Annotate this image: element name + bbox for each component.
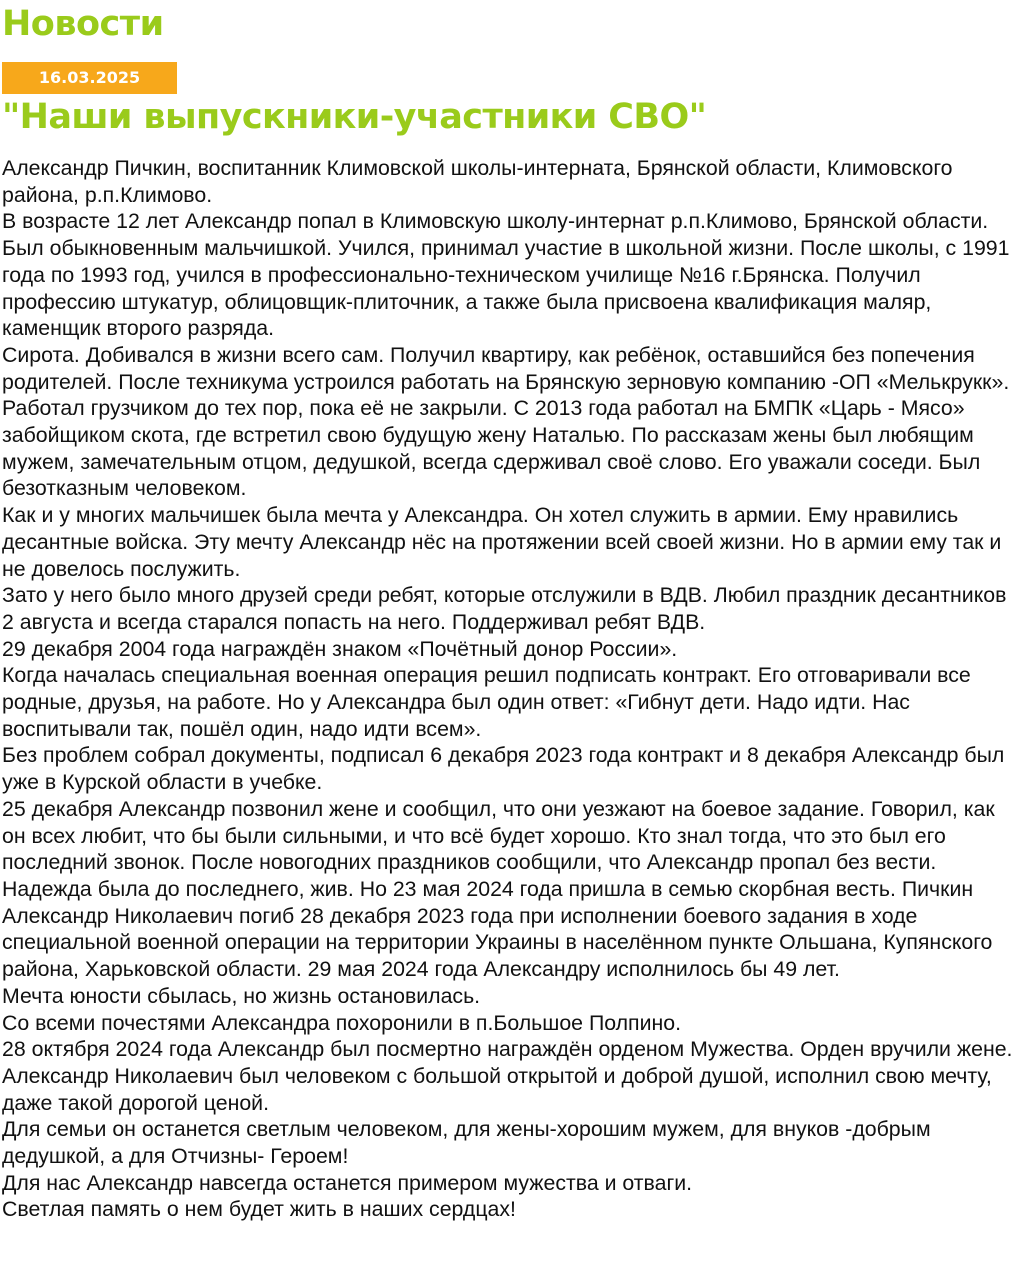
- article-paragraph: Для семьи он останется светлым человеком, для жены-хорошим мужем, для внуков -добрым дедушкой, а для Отчизны- Героем!: [2, 1117, 931, 1169]
- article-paragraph: Александр Николаевич был человеком с большой открытой и доброй душой, исполнил свою мечту, даже такой дорогой ценой.: [2, 1063, 992, 1115]
- article-paragraph: Был обыкновенным мальчишкой. Учился, принимал участие в школьной жизни. После школы, с 1991 года по 1993 год, учился в профессионально-техническом училище №16 г.Брянска. Получил профессию штукатур, облицовщик-плиточник, а также была присвоена квалификация маляр, каменщик второго разряда.: [2, 236, 1010, 341]
- article-paragraph: Когда началась специальная военная операция решил подписать контракт. Его отговаривали все родные, друзья, на работе. Но у Александра был один ответ: «Гибнут дети. Надо идти. Нас воспитывали так, пошёл один, надо идти всем».: [2, 663, 971, 741]
- article-paragraph: Со всеми почестями Александра похоронили в п.Большое Полпино.: [2, 1010, 682, 1035]
- article-paragraph: Для нас Александр навсегда останется примером мужества и отваги.: [2, 1170, 693, 1195]
- page-title: Новости: [2, 4, 164, 44]
- article-paragraph: Зато у него было много друзей среди ребят, которые отслужили в ВДВ. Любил праздник десантников 2 августа и всегда старался попасть на него. Поддерживал ребят ВДВ.: [2, 583, 1007, 634]
- article-paragraph: Сирота. Добивался в жизни всего сам. Получил квартиру, как ребёнок, оставшийся без попечения родителей. После техникума устроился работать на Брянскую зерновую компанию -ОП «Мелькрукк». Работал грузчиком до тех пор, пока её не закрыли. С 2013 года работал на БМПК «Царь - Мясо» забойщиком скота, где встретил свою будущую жену Наталью. По рассказам жены был любящим мужем, замечательным отцом, дедушкой, всегда сдерживал своё слово. Его уважали соседи. Был безотказным человеком.: [2, 342, 1010, 501]
- article-paragraph: 25 декабря Александр позвонил жене и сообщил, что они уезжают на боевое задание. Говорил, как он всех любит, что бы были сильными, и что всё будет хорошо. Кто знал тогда, что это был его последний звонок. После новогодних праздников сообщили, что Александр пропал без вести.: [2, 796, 995, 875]
- article-paragraph: Как и у многих мальчишек была мечта у Александра. Он хотел служить в армии. Ему нравились десантные войска. Эту мечту Александр нёс на протяжении всей своей жизни. Но в армии ему так и не довелось послужить.: [2, 503, 1002, 581]
- article-paragraph: Надежда была до последнего, жив. Но 23 мая 2024 года пришла в семью скорбная весть. Пичкин Александр Николаевич погиб 28 декабря 2023 года при исполнении боевого задания в ходе специальной военной операции на территории Украины в населённом пункте Ольшана, Купянского района, Харьковской области. 29 мая 2024 года Александру исполнилось бы 49 лет.: [2, 876, 993, 982]
- article-date-badge: 16.03.2025: [2, 62, 177, 94]
- article-paragraph: В возрасте 12 лет Александр попал в Климовскую школу-интернат р.п.Климово, Брянской области.: [2, 209, 989, 234]
- article-paragraph: Светлая память о нем будет жить в наших сердцах!: [2, 1197, 516, 1222]
- article-paragraph: Мечта юности сбылась, но жизнь остановилась.: [2, 983, 481, 1008]
- article-paragraph: Без проблем собрал документы, подписал 6 декабря 2023 года контракт и 8 декабря Александр был уже в Курской области в учебке.: [2, 743, 1005, 795]
- article-paragraph: 29 декабря 2004 года награждён знаком «Почётный донор России».: [2, 636, 678, 661]
- article-paragraph: Александр Пичкин, воспитанник Климовской школы-интерната, Брянской области, Климовского района, р.п.Климово.: [2, 156, 953, 207]
- article-paragraph: 28 октября 2024 года Александр был посмертно награждён орденом Мужества. Орден вручили жене.: [2, 1037, 1013, 1062]
- article-body: [2, 155, 1016, 1223]
- article-title: "Наши выпускники-участники СВО": [2, 97, 707, 137]
